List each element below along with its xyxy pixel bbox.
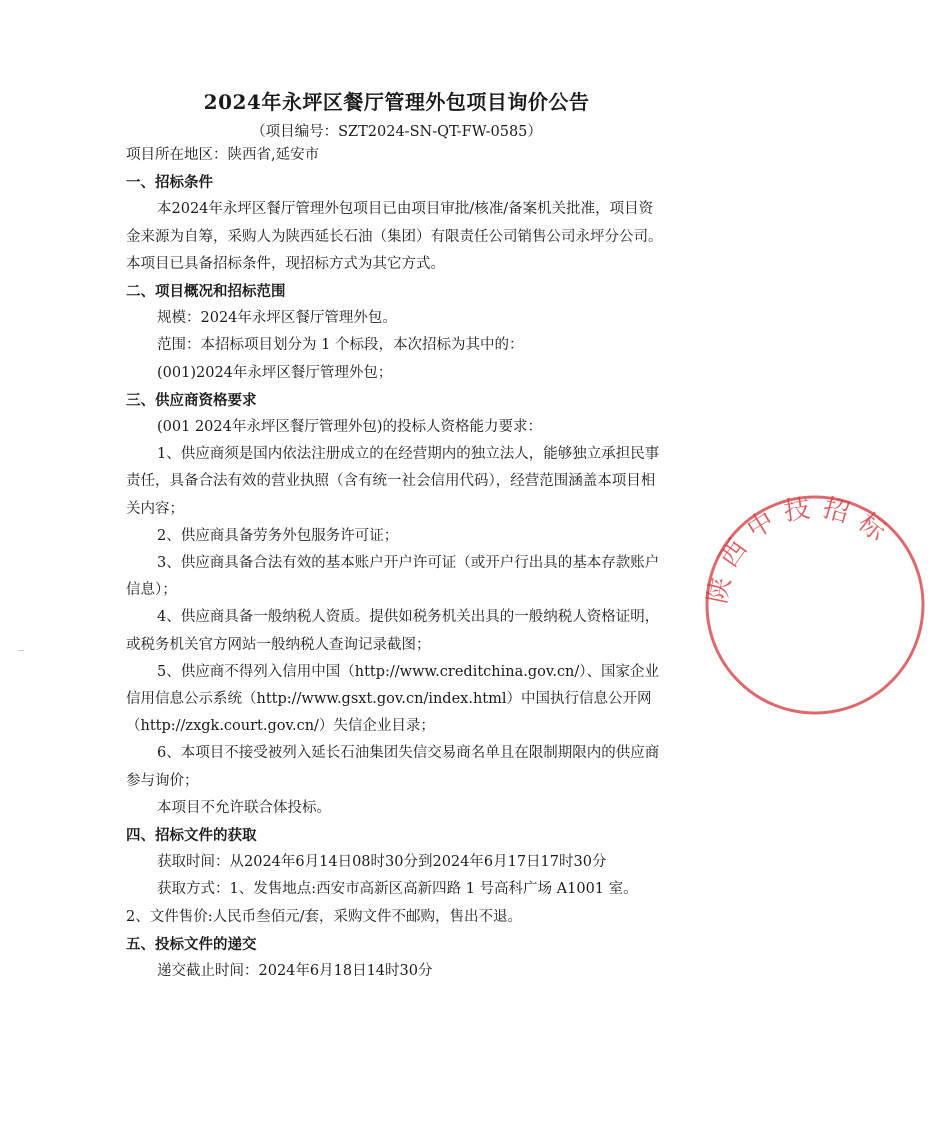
lot-paragraph: (001)2024年永坪区餐厅管理外包； [157, 364, 393, 381]
section-1-paragraph: 本2024年永坪区餐厅管理外包项目已由项目审批/核准/备案机关批准，项目资金来源为自筹，采购人为陕西延长石油（集团）有限责任公司销售公司永坪分公司。本项目已具备招标条件，现招标方式为其它方式。 [126, 201, 663, 272]
document-price: 2、文件售价:人民币叁佰元/套，采购文件不邮购，售出不退。 [126, 908, 522, 925]
acquisition-time: 获取时间：从2024年6月14日08时30分到2024年6月17日17时30分 [157, 854, 607, 871]
project-number: （项目编号：SZT2024-SN-QT-FW-0585） [251, 124, 542, 140]
requirement-2: 2、供应商具备劳务外包服务许可证； [157, 527, 399, 544]
requirement-1: 1、供应商须是国内依法注册成立的在经营期内的独立法人，能够独立承担民事责任，具备合法有效的营业执照（含有统一社会信用代码），经营范围涵盖本项目相关内容； [126, 446, 660, 517]
section-heading-5: 五、投标文件的递交 [126, 935, 257, 953]
submission-deadline: 递交截止时间：2024年6月18日14时30分 [157, 963, 433, 980]
seal-text: 陕西中技招标 [702, 492, 900, 607]
scale-paragraph: 规模：2024年永坪区餐厅管理外包。 [157, 310, 397, 327]
requirement-6: 6、本项目不接受被列入延长石油集团失信交易商名单且在限制期限内的供应商参与询价； [126, 745, 660, 789]
project-location: 项目所在地区：陕西省,延安市 [126, 147, 320, 163]
scope-paragraph: 范围：本招标项目划分为 1 个标段，本次招标为其中的： [157, 337, 524, 354]
svg-text:陕西中技招标 [703, 493, 899, 607]
document-title: 2024年永坪区餐厅管理外包项目询价公告 [203, 90, 590, 114]
section-heading-2: 二、项目概况和招标范围 [126, 283, 286, 301]
document-body [126, 142, 666, 985]
consortium-note: 本项目不允许联合体投标。 [157, 799, 331, 816]
requirement-4: 4、供应商具备一般纳税人资质。提供如税务机关出具的一般纳税人资格证明，或税务机关官方网站一般纳税人查询记录截图； [126, 609, 660, 653]
margin-mark [18, 650, 24, 651]
qualification-intro: (001 2024年永坪区餐厅管理外包)的投标人资格能力要求： [157, 419, 542, 436]
requirement-3: 3、供应商具备合法有效的基本账户开户许可证（或开户行出具的基本存款账户信息）； [126, 555, 660, 599]
company-seal-icon [700, 490, 930, 720]
section-heading-3: 三、供应商资格要求 [126, 391, 257, 409]
section-heading-1: 一、招标条件 [126, 174, 213, 192]
requirement-5: 5、供应商不得列入信用中国（http://www.creditchina.gov.cn/）、国家企业信用信息公示系统（http://www.gsxt.gov.cn/index.html）中国执行信息公开网（http://zxgk.court.gov.cn/）失信企业目录； [126, 663, 660, 735]
section-heading-4: 四、招标文件的获取 [126, 827, 257, 845]
acquisition-method: 获取方式：1、发售地点:西安市高新区高新四路 1 号高科广场 A1001 室。 [157, 881, 638, 898]
